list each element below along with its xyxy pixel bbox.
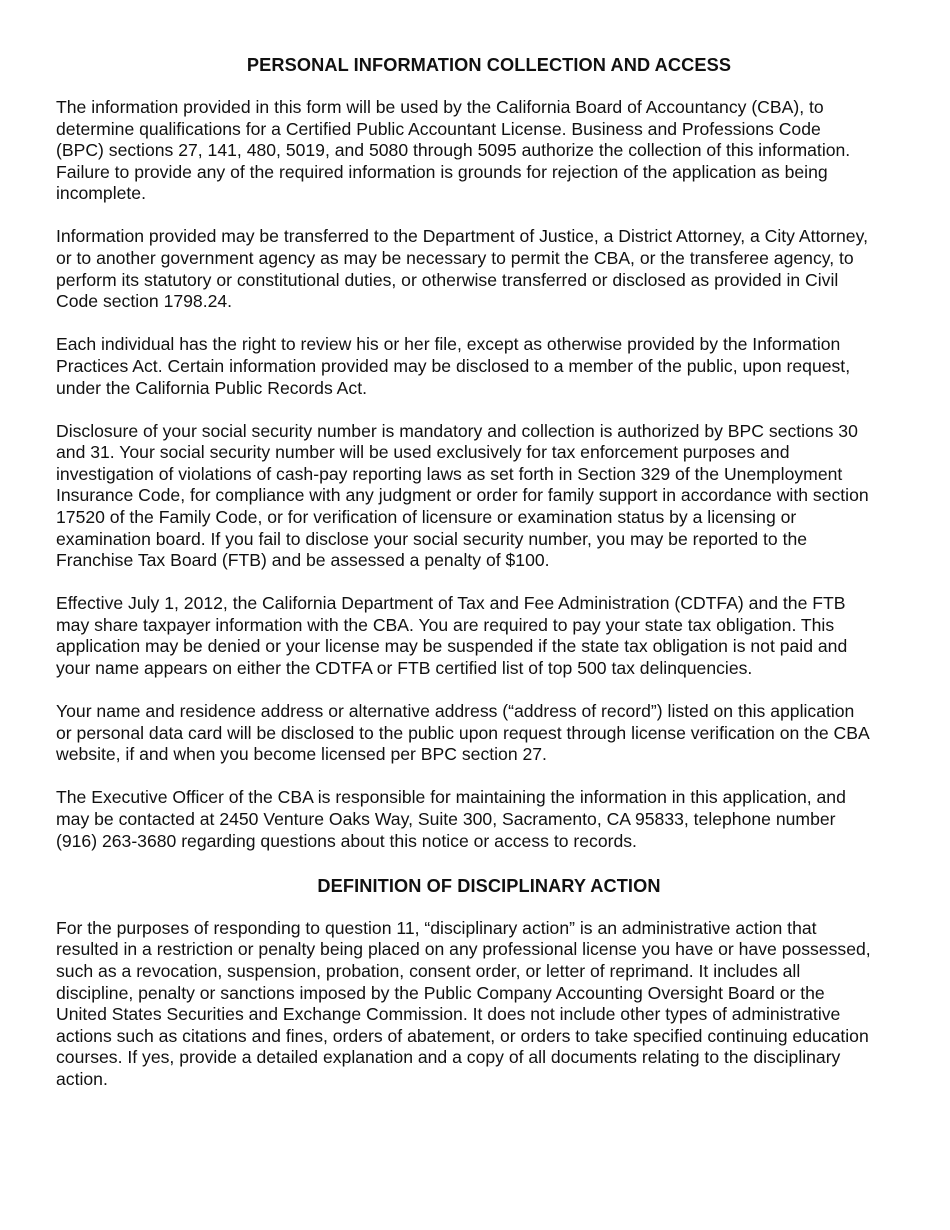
text-line: The information provided in this form will be used by the California Board of Accountancy (CBA), to [56,97,824,117]
text-line: Franchise Tax Board (FTB) and be assessed a penalty of $100. [56,550,550,571]
text-line: 17520 of the Family Code, or for verification of licensure or examination status by a licensing or [56,507,797,527]
text-line: or personal data card will be disclosed to the public upon request through license verification on the CBA [56,722,870,743]
text-line: may be contacted at 2450 Venture Oaks Way, Suite 300, Sacramento, CA 95833, telephone number [56,809,836,830]
section-heading-personal-information: PERSONAL INFORMATION COLLECTION AND ACCESS [246,55,732,75]
text-line: website, if and when you become licensed per BPC section 27. [56,744,547,765]
paragraph-right-to-review [56,334,922,399]
paragraph-address-of-record [56,701,922,766]
text-line: Insurance Code, for compliance with any judgment or order for family support in accordance with section [56,485,869,506]
text-line: under the California Public Records Act. [56,377,367,398]
text-line: courses. If yes, provide a detailed explanation and a copy of all documents relating to the disciplinary [56,1047,841,1068]
text-line: Code section 1798.24. [56,291,233,312]
text-line: action. [56,1068,108,1089]
text-line: your name appears on either the CDTFA or FTB certified list of top 500 tax delinquencies. [56,658,753,679]
text-line: investigation of violations of cash-pay reporting laws as set forth in Section 329 of the Unemployment [56,463,843,484]
document-page [56,53,922,1112]
paragraph-disciplinary-definition [56,918,922,1091]
text-line: such as a revocation, suspension, probation, consent order, or letter of reprimand. It includes all [56,960,801,981]
text-line: Effective July 1, 2012, the California Department of Tax and Fee Administration (CDTFA) and the FTB [56,593,846,614]
text-line: (916) 263-3680 regarding questions about this notice or access to records. [56,830,637,851]
text-line: perform its statutory or constitutional duties, or otherwise transferred or disclosed as provided in Civil [56,269,839,290]
text-line: application may be denied or your license may be suspended if the state tax obligation is not paid and [56,636,848,657]
text-line: Disclosure of your social security number is mandatory and collection is authorized by BPC sections 30 [56,420,858,441]
paragraph-social-security-disclosure [56,421,922,572]
text-line: determine qualifications for a Certified Public Accountant License. Business and Professions Code [56,118,821,139]
text-line: may share taxpayer information with the CBA. You are required to pay your state tax obligation. This [56,614,835,635]
text-line: and 31. Your social security number will be used exclusively for tax enforcement purposes and [56,442,790,463]
text-line: actions such as citations and fines, orders of abatement, or orders to take specified continuing education [56,1025,869,1046]
section-heading-disciplinary-action: DEFINITION OF DISCIPLINARY ACTION [317,875,661,896]
paragraph-taxpayer-information [56,593,922,679]
text-line: incomplete. [56,183,146,204]
text-line: (BPC) sections 27, 141, 480, 5019, and 5080 through 5095 authorize the collection of this information. [56,140,851,161]
text-line: Your name and residence address or alternative address (“address of record”) listed on this application [56,701,855,722]
text-line: Practices Act. Certain information provided may be disclosed to a member of the public, upon request, [56,355,851,376]
text-line: examination board. If you fail to disclose your social security number, you may be reported to the [56,528,808,549]
text-line: discipline, penalty or sanctions imposed by the Public Company Accounting Oversight Board or the [56,982,825,1003]
text-line: Each individual has the right to review his or her file, except as otherwise provided by the Information [56,334,841,355]
text-line: The Executive Officer of the CBA is responsible for maintaining the information in this application, and [56,787,846,808]
paragraph-information-transfer [56,226,922,312]
text-line: resulted in a restriction or penalty being placed on any professional license you have or have possessed, [56,939,871,960]
text-line: United States Securities and Exchange Commission. It does not include other types of administrative [56,1004,841,1025]
text-line: Information provided may be transferred to the Department of Justice, a District Attorney, a City Attorney, [56,226,868,247]
text-line: For the purposes of responding to question 11, “disciplinary action” is an administrative action that [56,917,817,938]
text-line: Failure to provide any of the required information is grounds for rejection of the application as being [56,161,828,182]
paragraph-executive-officer [56,787,922,852]
text-line: or to another government agency as may be necessary to permit the CBA, or the transferee agency, to [56,248,854,269]
paragraph-information-use [56,97,922,205]
